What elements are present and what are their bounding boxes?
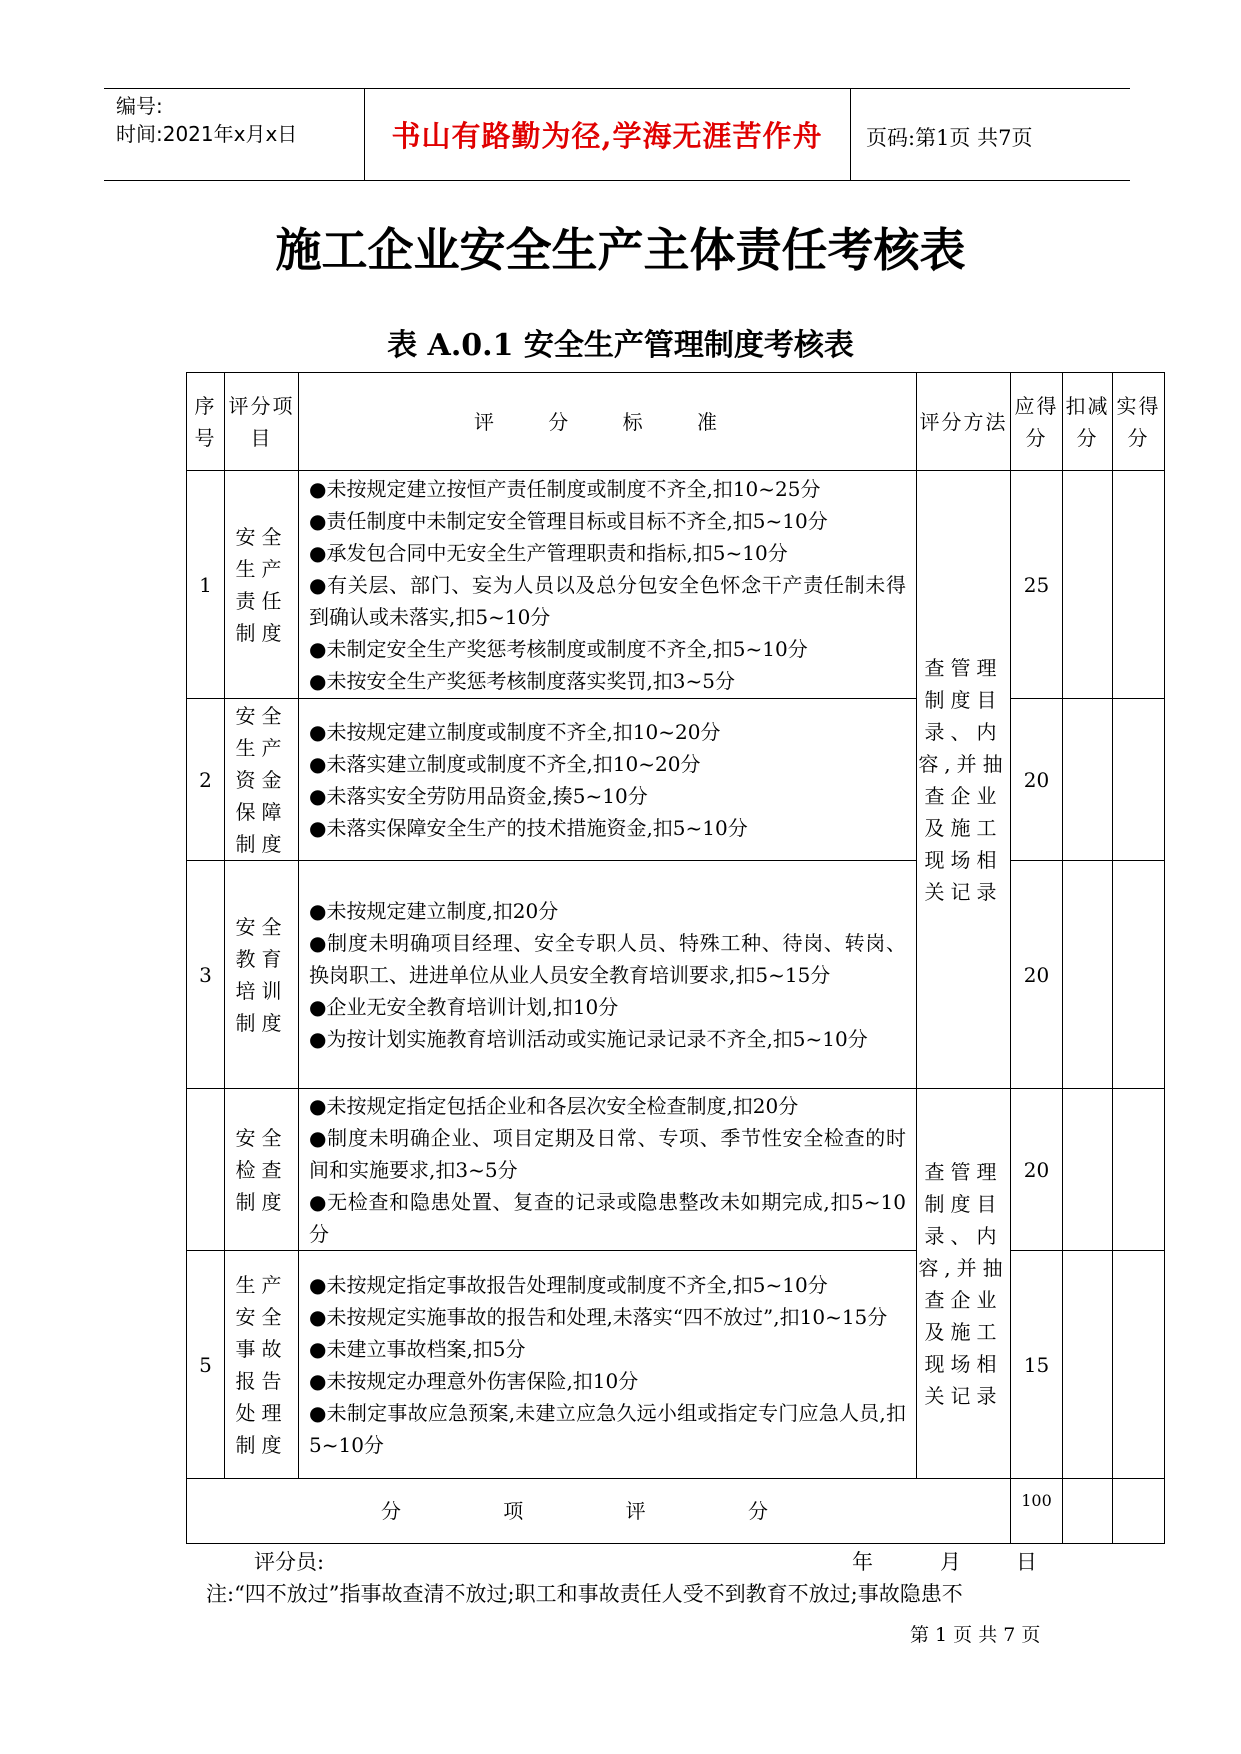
criteria-line: ●责任制度中未制定安全管理目标或目标不齐全,扣5~10分 — [309, 508, 828, 533]
footnote: 注:“四不放过”指事故查清不放过;职工和事故责任人受不到教育不放过;事故隐患不 — [206, 1582, 963, 1606]
header-deduct: 扣减分 — [1063, 373, 1113, 471]
row-deduct-cell[interactable] — [1063, 699, 1113, 861]
criteria-line: ●未落实保障安全生产的技术措施资金,扣5~10分 — [309, 815, 748, 840]
row-max-score: 25 — [1011, 471, 1063, 699]
document-time-label: 时间:2021年x月x日 — [116, 122, 298, 146]
document-number-label: 编号: — [116, 94, 163, 118]
criteria-line: ●制度未明确项目经理、安全专职人员、特殊工种、待岗、转岗、换岗职工、进进单位从业人员安全教育培训要求,扣5~15分 — [309, 930, 906, 987]
scoring-method-2: 查管理制度目录、内容,并抽查企业及施工现场相关记录 — [917, 1089, 1011, 1479]
table-row — [187, 699, 1165, 861]
total-actual-cell[interactable] — [1113, 1479, 1165, 1544]
row-criteria — [299, 699, 917, 861]
criteria-line: ●无检查和隐患处置、复查的记录或隐患整改未如期完成,扣5~10分 — [309, 1189, 906, 1246]
row-actual-cell[interactable] — [1113, 1251, 1165, 1479]
row-item: 安全生产责任制度 — [225, 471, 299, 699]
row-actual-cell[interactable] — [1113, 699, 1165, 861]
row-item: 安全教育培训制度 — [225, 861, 299, 1089]
row-no: 2 — [187, 699, 225, 861]
row-no — [187, 1089, 225, 1251]
criteria-line: ●制度未明确企业、项目定期及日常、专项、季节性安全检查的时间和实施要求,扣3~5分 — [309, 1125, 906, 1182]
criteria-line: ●未落实建立制度或制度不齐全,扣10~20分 — [309, 751, 701, 776]
header-meta — [116, 92, 297, 148]
row-criteria — [299, 861, 917, 1089]
criteria-line: ●企业无安全教育培训计划,扣10分 — [309, 994, 619, 1019]
criteria-line: ●未制定事故应急预案,未建立应急久远小组或指定专门应急人员,扣5~10分 — [309, 1400, 906, 1457]
header-top-rule — [104, 88, 1130, 89]
document-title: 施工企业安全生产主体责任考核表 — [275, 223, 966, 277]
assessment-table — [186, 372, 1165, 1544]
rater-label: 评分员: — [254, 1550, 325, 1574]
table-row — [187, 1089, 1165, 1251]
header-page-number: 页码:第1页 共7页 — [866, 126, 1033, 150]
date-year-label: 年 — [852, 1550, 873, 1574]
total-label: 分 项 评 分 — [187, 1479, 1011, 1544]
row-deduct-cell[interactable] — [1063, 471, 1113, 699]
header-divider-right — [850, 88, 851, 180]
row-deduct-cell[interactable] — [1063, 1251, 1113, 1479]
header-actual: 实得分 — [1113, 373, 1165, 471]
header-max-score: 应得分 — [1011, 373, 1063, 471]
row-max-score: 15 — [1011, 1251, 1063, 1479]
criteria-line: ●未制定安全生产奖惩考核制度或制度不齐全,扣5~10分 — [309, 636, 808, 661]
row-deduct-cell[interactable] — [1063, 1089, 1113, 1251]
row-criteria — [299, 471, 917, 699]
criteria-line: ●为按计划实施教育培训活动或实施记录记录不齐全,扣5~10分 — [309, 1026, 868, 1051]
criteria-line: ●未按规定实施事故的报告和处理,未落实“四不放过”,扣10~15分 — [309, 1304, 888, 1329]
header-method: 评分方法 — [917, 373, 1011, 471]
row-no: 1 — [187, 471, 225, 699]
row-actual-cell[interactable] — [1113, 861, 1165, 1089]
row-item: 生产安全事故报告处理制度 — [225, 1251, 299, 1479]
header-item: 评分项目 — [225, 373, 299, 471]
row-max-score: 20 — [1011, 1089, 1063, 1251]
row-no: 5 — [187, 1251, 225, 1479]
criteria-line: ●未按规定办理意外伤害保险,扣10分 — [309, 1368, 639, 1393]
row-actual-cell[interactable] — [1113, 471, 1165, 699]
row-actual-cell[interactable] — [1113, 1089, 1165, 1251]
row-no: 3 — [187, 861, 225, 1089]
date-day-label: 日 — [1016, 1550, 1037, 1574]
total-max-score: 100 — [1011, 1479, 1063, 1544]
row-max-score: 20 — [1011, 699, 1063, 861]
criteria-line: ●未按规定建立按恒产责任制度或制度不齐全,扣10~25分 — [309, 476, 821, 501]
row-max-score: 20 — [1011, 861, 1063, 1089]
table-header-row — [187, 373, 1165, 471]
header-motto: 书山有路勤为径,学海无涯苦作舟 — [391, 119, 823, 153]
table-row — [187, 1251, 1165, 1479]
header-no: 序号 — [187, 373, 225, 471]
criteria-line: ●未按安全生产奖惩考核制度落实奖罚,扣3~5分 — [309, 668, 736, 693]
header-criteria: 评 分 标 准 — [299, 373, 917, 471]
criteria-line: ●未按规定建立制度,扣20分 — [309, 898, 559, 923]
criteria-line: ●未落实安全劳防用品资金,揍5~10分 — [309, 783, 648, 808]
row-criteria — [299, 1089, 917, 1251]
header-divider-left — [364, 88, 365, 180]
row-item: 安全生产资金保障制度 — [225, 699, 299, 861]
header-bottom-rule — [104, 180, 1130, 181]
total-deduct-cell[interactable] — [1063, 1479, 1113, 1544]
scoring-method-1: 查管理制度目录、内容,并抽查企业及施工现场相关记录 — [917, 471, 1011, 1089]
total-row — [187, 1479, 1165, 1544]
row-criteria — [299, 1251, 917, 1479]
criteria-line: ●未按规定指定包括企业和各层次安全检查制度,扣20分 — [309, 1093, 799, 1118]
date-month-label: 月 — [940, 1550, 961, 1574]
criteria-line: ●未按规定指定事故报告处理制度或制度不齐全,扣5~10分 — [309, 1272, 828, 1297]
criteria-line: ●未按规定建立制度或制度不齐全,扣10~20分 — [309, 719, 721, 744]
row-item: 安全检查制度 — [225, 1089, 299, 1251]
page-footer: 第 1 页 共 7 页 — [910, 1624, 1041, 1646]
table-subtitle: 表 A.0.1 安全生产管理制度考核表 — [387, 328, 854, 363]
criteria-line: ●未建立事故档案,扣5分 — [309, 1336, 526, 1361]
criteria-line: ●有关层、部门、妄为人员以及总分包安全色怀念干产责任制未得到确认或未落实,扣5~10分 — [309, 572, 906, 629]
table-row — [187, 471, 1165, 699]
row-deduct-cell[interactable] — [1063, 861, 1113, 1089]
table-row — [187, 861, 1165, 1089]
criteria-line: ●承发包合同中无安全生产管理职责和指标,扣5~10分 — [309, 540, 788, 565]
